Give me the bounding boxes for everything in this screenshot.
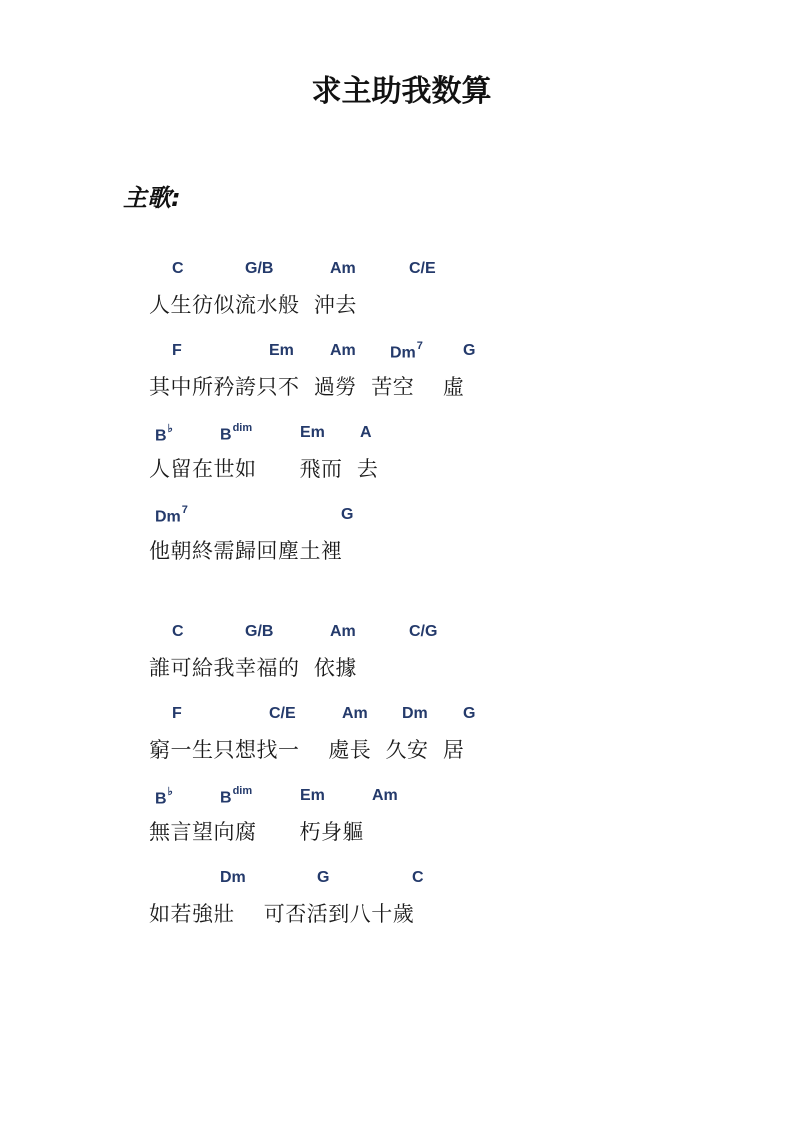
chord-symbol [330, 623, 356, 641]
chord-extension: dim [232, 422, 253, 434]
chord-symbol [300, 787, 325, 805]
chord-symbol [300, 424, 325, 442]
chord-symbol [372, 787, 398, 805]
chord-root: C [412, 869, 424, 886]
chord-root: B [220, 426, 232, 444]
chord-root: Dm [155, 508, 181, 526]
lyric-line: 他朝終需歸回塵土裡 [149, 539, 343, 563]
lyric-line: 人留在世如 飛而 去 [149, 457, 379, 481]
page-title: 求主助我数算 [311, 74, 492, 109]
chord-root: Am [372, 787, 398, 804]
chord-symbol [412, 869, 424, 887]
chord-symbol [245, 260, 273, 278]
chord-symbol [220, 787, 252, 807]
chord-root: G/B [245, 623, 274, 640]
chord-extension: ♭ [167, 786, 173, 798]
chord-symbol [409, 623, 437, 641]
lyric-line: 無言望向腐 朽身軀 [149, 820, 365, 844]
chord-symbol [245, 623, 273, 641]
chord-root: Am [330, 623, 356, 640]
chord-symbol [172, 342, 182, 360]
lyric-line: 誰可給我幸福的 依據 [149, 656, 357, 680]
chord-root: F [172, 342, 182, 359]
chord-root: C/G [409, 623, 438, 640]
chord-root: Am [342, 705, 368, 722]
chord-root: Dm [390, 344, 416, 362]
chord-symbol [409, 260, 436, 278]
chord-root: B [155, 790, 167, 808]
chord-root: G [463, 705, 476, 722]
chord-symbol [330, 342, 356, 360]
chord-root: Dm [220, 869, 246, 886]
chord-root: G [463, 342, 476, 359]
chord-root: G [341, 506, 354, 523]
chord-symbol [155, 506, 188, 526]
chord-root: Am [330, 342, 356, 359]
chord-symbol [390, 342, 423, 362]
chord-extension: ♭ [167, 423, 173, 435]
chord-root: G/B [245, 260, 274, 277]
chord-root: Em [300, 424, 325, 441]
chord-extension: dim [232, 785, 253, 797]
chord-symbol [155, 787, 173, 808]
chord-root: C [172, 260, 184, 277]
chord-symbol [342, 705, 368, 723]
chord-root: Em [269, 342, 294, 359]
chord-symbol [269, 342, 294, 360]
chord-symbol [269, 705, 296, 723]
chord-symbol [463, 705, 475, 723]
lyric-line: 其中所矜誇只不 過勞 苦空 虛 [149, 375, 465, 399]
chord-extension: 7 [416, 340, 423, 352]
chord-symbol [463, 342, 475, 360]
chord-root: G [317, 869, 330, 886]
chord-symbol [220, 424, 252, 444]
chord-symbol [330, 260, 356, 278]
chord-root: C/E [269, 705, 296, 722]
chord-symbol [172, 623, 184, 641]
chord-symbol [402, 705, 428, 723]
chord-root: B [220, 789, 232, 807]
chord-symbol [341, 506, 353, 524]
chord-symbol [317, 869, 329, 887]
chord-symbol [155, 424, 173, 445]
chord-symbol [220, 869, 246, 887]
chord-extension: 7 [181, 504, 188, 516]
lyric-line: 人生彷似流水般 沖去 [149, 293, 357, 317]
chord-symbol [172, 705, 182, 723]
chord-symbol [172, 260, 184, 278]
chord-symbol [360, 424, 372, 442]
chord-root: Em [300, 787, 325, 804]
chord-root: Am [330, 260, 356, 277]
chord-root: C [172, 623, 184, 640]
chord-root: A [360, 424, 372, 441]
chord-root: B [155, 427, 167, 445]
chord-root: C/E [409, 260, 436, 277]
lyric-line: 如若強壯 可否活到八十歲 [149, 902, 415, 926]
chord-root: Dm [402, 705, 428, 722]
section-label-verse: 主歌: [123, 184, 181, 212]
lyric-line: 窮一生只想找一 處長 久安 居 [149, 738, 465, 762]
chord-root: F [172, 705, 182, 722]
